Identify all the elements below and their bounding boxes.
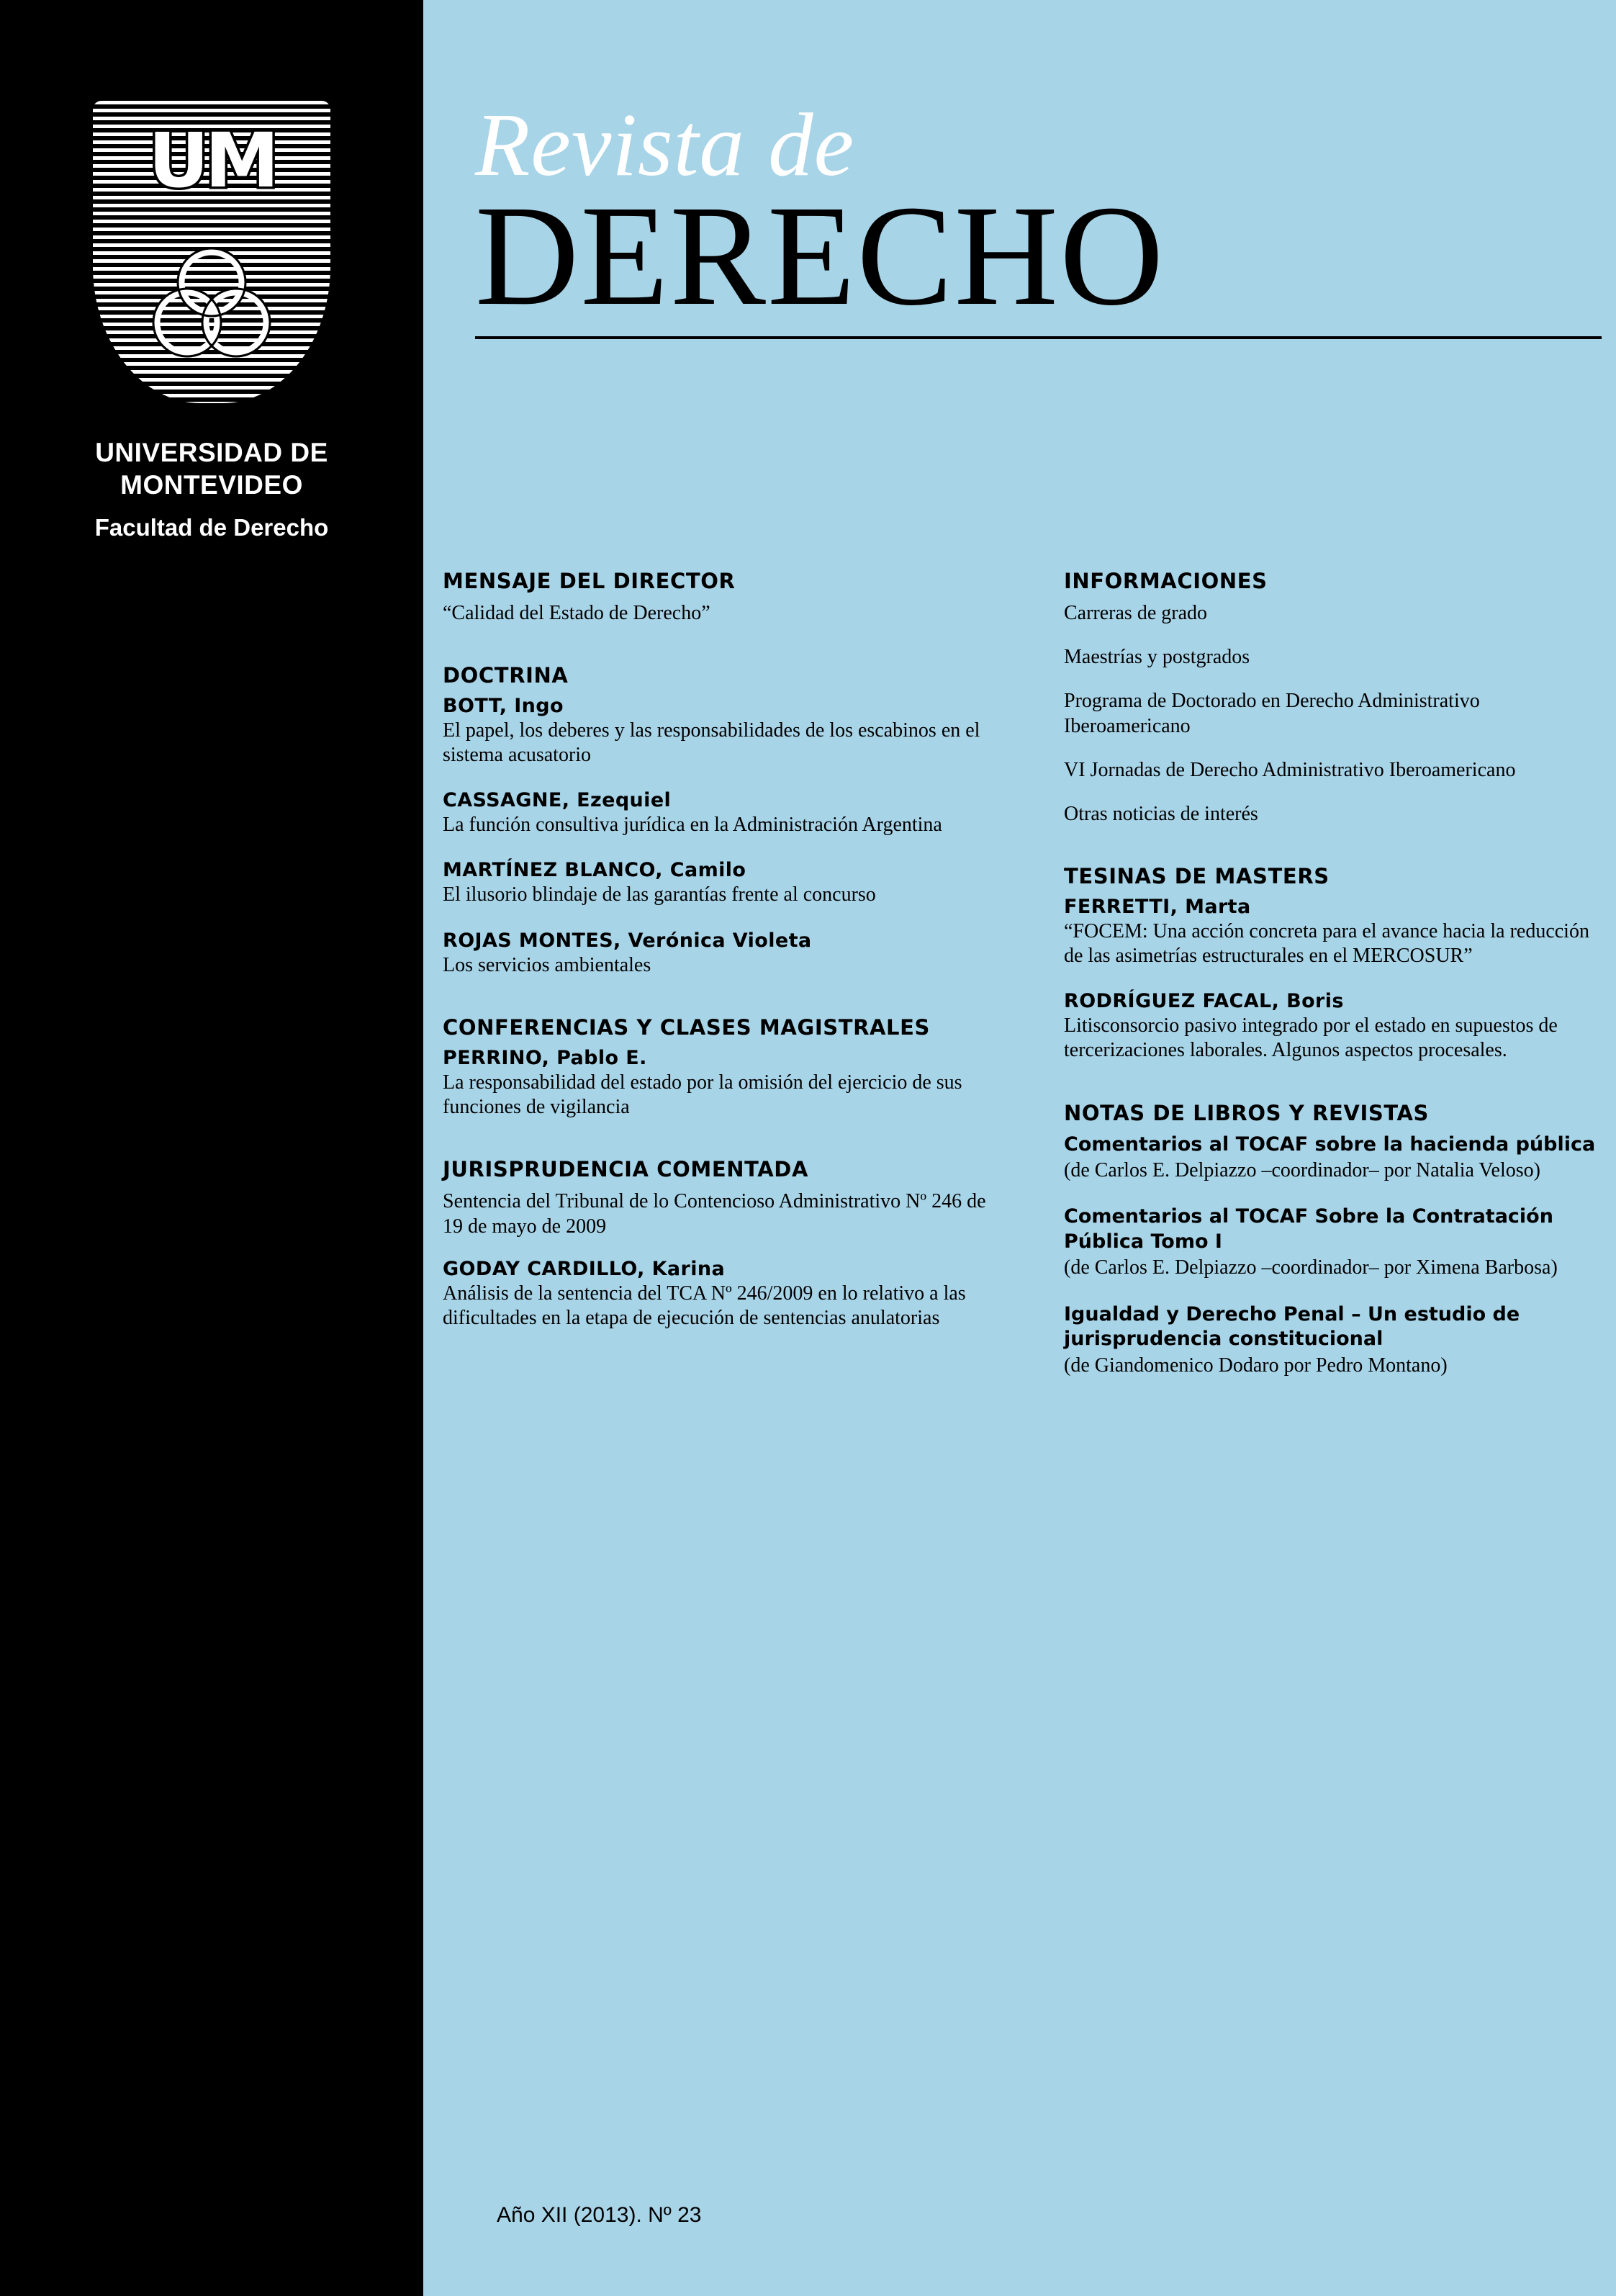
toc-column-left — [443, 569, 990, 1352]
university-name: UNIVERSIDAD DE MONTEVIDEO — [95, 438, 328, 500]
toc-entry[interactable] — [443, 695, 990, 767]
masthead-divider — [475, 336, 1602, 339]
toc-entry[interactable] — [443, 929, 990, 978]
issue-footer: Año XII (2013). Nº 23 — [497, 2203, 702, 2227]
toc-entry[interactable] — [443, 789, 990, 837]
toc-entry[interactable] — [1064, 990, 1597, 1063]
toc-entry[interactable] — [1064, 896, 1597, 968]
toc-entry[interactable] — [443, 1258, 990, 1331]
toc-entry[interactable] — [443, 859, 990, 907]
toc-section-heading: TESINAS DE MASTERS — [1064, 864, 1330, 888]
toc-entry-title: El papel, los deberes y las responsabilidades de los escabinos en el sistema acusatorio — [443, 719, 980, 767]
toc-section-heading: DOCTRINA — [443, 663, 569, 688]
toc-entry[interactable] — [1064, 1205, 1597, 1280]
toc-entry-title: Los servicios ambientales — [443, 953, 651, 976]
toc-entry-author: MARTÍNEZ BLANCO, Camilo — [443, 859, 746, 882]
toc-entry-title: (de Carlos E. Delpiazzo –coordinador– por Natalia Veloso) — [1064, 1159, 1540, 1182]
toc-entry-book-title: Comentarios al TOCAF sobre la hacienda pública — [1064, 1133, 1596, 1156]
toc-entry-title: El ilusorio blindaje de las garantías frente al concurso — [443, 883, 876, 906]
toc-entry[interactable]: “Calidad del Estado de Derecho” — [443, 602, 710, 624]
toc-entry[interactable]: VI Jornadas de Derecho Administrativo Iberoamericano — [1064, 759, 1516, 781]
toc-entry[interactable] — [1064, 1302, 1597, 1378]
toc-entry-author: PERRINO, Pablo E. — [443, 1046, 647, 1069]
faculty-name: Facultad de Derecho — [94, 514, 329, 541]
masthead-line-derecho: DERECHO — [475, 176, 1165, 336]
toc-entry-book-title: Comentarios al TOCAF Sobre la Contratación Pública Tomo I — [1064, 1205, 1553, 1253]
toc-entry[interactable]: Sentencia del Tribunal de lo Contencioso Administrativo Nº 246 de 19 de mayo de 2009 — [443, 1190, 986, 1238]
masthead — [475, 96, 1598, 339]
toc-entry-title: (de Carlos E. Delpiazzo –coordinador– por Ximena Barbosa) — [1064, 1256, 1558, 1279]
toc-entry[interactable]: Programa de Doctorado en Derecho Administrativo Iberoamericano — [1064, 690, 1480, 737]
toc-entry[interactable] — [443, 1047, 990, 1120]
toc-entry-author: CASSAGNE, Ezequiel — [443, 789, 672, 812]
toc-entry-title: Litisconsorcio pasivo integrado por el estado en supuestos de tercerizaciones laborales. Algunos aspectos procesales. — [1064, 1014, 1558, 1062]
toc-entry-author: FERRETTI, Marta — [1064, 896, 1251, 918]
toc-entry-title: Análisis de la sentencia del TCA Nº 246/2009 en lo relativo a las dificultades en la etapa de ejecución de sentencias anulatorias — [443, 1282, 966, 1330]
toc-section-heading: JURISPRUDENCIA COMENTADA — [443, 1157, 809, 1182]
toc-entry[interactable]: Otras noticias de interés — [1064, 803, 1258, 825]
toc-entry-title: “FOCEM: Una acción concreta para el avance hacia la reducción de las asimetrías estructurales en el MERCOSUR” — [1064, 920, 1589, 968]
university-logo-block — [0, 101, 423, 541]
toc-section-heading: INFORMACIONES — [1064, 569, 1268, 593]
toc-entry-book-title: Igualdad y Derecho Penal – Un estudio de jurisprudencia constitucional — [1064, 1302, 1520, 1351]
toc-section-heading: MENSAJE DEL DIRECTOR — [443, 569, 736, 593]
toc-entry-author: RODRÍGUEZ FACAL, Boris — [1064, 990, 1344, 1013]
toc-entry-author: ROJAS MONTES, Verónica Violeta — [443, 929, 812, 952]
masthead-line-revista: Revista de — [475, 96, 855, 195]
toc-entry-title: La responsabilidad del estado por la omisión del ejercicio de sus funciones de vigilancia — [443, 1071, 962, 1118]
toc-entry-author: GODAY CARDILLO, Karina — [443, 1258, 726, 1281]
toc-entry[interactable]: Maestrías y postgrados — [1064, 646, 1250, 668]
trefoil-knot-icon — [140, 238, 284, 367]
toc-column-right — [1064, 569, 1597, 1400]
toc-entry[interactable] — [1064, 1133, 1597, 1184]
toc-entry-title: (de Giandomenico Dodaro por Pedro Montano) — [1064, 1354, 1448, 1377]
toc-section-heading: CONFERENCIAS Y CLASES MAGISTRALES — [443, 1014, 931, 1040]
toc-entry[interactable]: Carreras de grado — [1064, 602, 1208, 624]
toc-entry-title: La función consultiva jurídica en la Administración Argentina — [443, 814, 942, 837]
um-monogram: UM — [148, 117, 275, 204]
um-shield-icon — [93, 101, 330, 403]
toc-entry-author: BOTT, Ingo — [443, 695, 564, 717]
toc-section-heading: NOTAS DE LIBROS Y REVISTAS — [1064, 1100, 1430, 1125]
left-sidebar-band — [0, 0, 423, 2296]
